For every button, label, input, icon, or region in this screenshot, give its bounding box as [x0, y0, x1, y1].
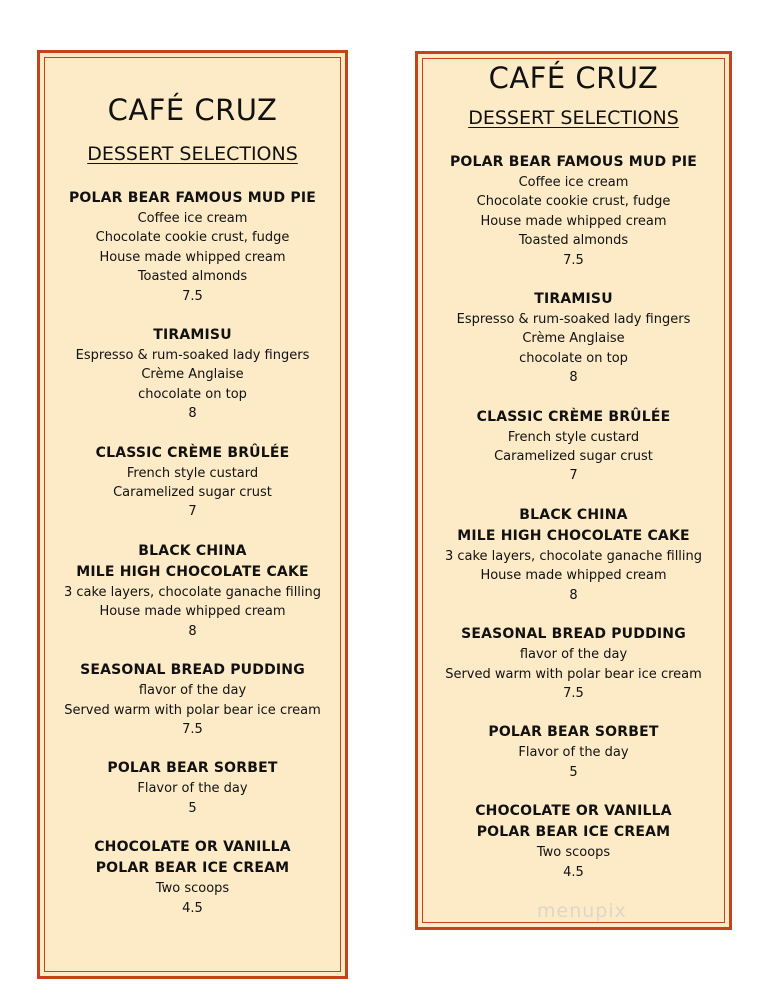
menu-item — [418, 801, 729, 882]
menu-item — [418, 407, 729, 486]
menu-item — [418, 505, 729, 605]
menu-item-description: House made whipped cream — [99, 604, 286, 620]
menu-item-name: POLAR BEAR FAMOUS MUD PIE — [449, 154, 698, 170]
menu-item-name: CLASSIC CRÈME BRÛLÉE — [476, 408, 671, 425]
menu-item-description: Served warm with polar bear ice cream — [445, 666, 702, 682]
menu-item — [418, 722, 729, 782]
menu-item-name: MILE HIGH CHOCOLATE CAKE — [457, 527, 690, 544]
menu-item-description: Flavor of the day — [137, 781, 248, 797]
menu-item-description: flavor of the day — [519, 647, 628, 663]
menu-item-price: 4.5 — [182, 900, 203, 916]
menu-item-description: House made whipped cream — [480, 213, 667, 229]
menu-item-name: POLAR BEAR SORBET — [488, 724, 659, 741]
menu-item-description: chocolate on top — [519, 350, 628, 366]
menu-item-description: Chocolate cookie crust, fudge — [95, 230, 290, 246]
menu-item-name: CLASSIC CRÈME BRÛLÉE — [95, 444, 290, 461]
menu-item — [40, 837, 345, 918]
menu-item-name: MILE HIGH CHOCOLATE CAKE — [76, 563, 309, 580]
menu-card-left — [37, 50, 348, 979]
menu-item-description: Caramelized sugar crust — [494, 449, 653, 465]
menu-item-price: 7.5 — [182, 721, 203, 737]
menu-item-name: BLACK CHINA — [519, 506, 628, 523]
menu-item — [40, 188, 345, 306]
menu-item-name: TIRAMISU — [153, 327, 232, 344]
menu-items-list — [40, 188, 345, 918]
menu-item-name: POLAR BEAR SORBET — [107, 760, 278, 777]
menu-item — [418, 624, 729, 703]
menu-item-price: 7 — [188, 504, 197, 520]
menu-subtitle: DESSERT SELECTIONS — [87, 143, 298, 165]
menu-item-price: 8 — [569, 587, 578, 603]
menu-items-list — [418, 152, 729, 882]
menu-card-right — [415, 51, 732, 930]
menu-item-name: TIRAMISU — [534, 291, 613, 308]
menu-item-name: SEASONAL BREAD PUDDING — [461, 626, 686, 643]
menu-item — [418, 152, 729, 270]
menu-item — [40, 541, 345, 641]
menu-item-description: Two scoops — [155, 881, 230, 897]
menu-item-description: Coffee ice cream — [518, 175, 629, 190]
menu-item-price: 5 — [188, 800, 197, 816]
menu-item — [418, 289, 729, 388]
menu-item-description: House made whipped cream — [480, 568, 667, 584]
menu-item-description: Caramelized sugar crust — [113, 485, 272, 501]
menu-item-price: 4.5 — [563, 864, 584, 880]
menu-item-description: 3 cake layers, chocolate ganache filling — [444, 548, 703, 564]
menu-item-description: Two scoops — [536, 845, 611, 861]
menu-item — [40, 325, 345, 424]
menu-item-name: POLAR BEAR ICE CREAM — [95, 860, 290, 877]
menu-subtitle: DESSERT SELECTIONS — [468, 107, 679, 129]
menu-item-price: 7 — [569, 468, 578, 484]
menu-item-price: 8 — [569, 370, 578, 386]
menu-item-price: 7.5 — [563, 685, 584, 701]
menu-item-description: Flavor of the day — [518, 745, 629, 761]
menu-item-description: Crème Anglaise — [522, 331, 625, 347]
menu-title: CAFÉ CRUZ — [488, 61, 659, 95]
menu-item-price: 8 — [188, 623, 197, 639]
menu-item-description: Coffee ice cream — [137, 211, 248, 226]
menu-item-name: SEASONAL BREAD PUDDING — [80, 662, 305, 679]
menu-item-price: 7.5 — [182, 288, 203, 304]
menu-item-description: House made whipped cream — [99, 249, 286, 265]
menu-item-description: French style custard — [126, 465, 259, 481]
menu-item-description: flavor of the day — [138, 683, 247, 699]
menu-item-name: CHOCOLATE OR VANILLA — [475, 803, 672, 820]
menu-item-description: 3 cake layers, chocolate ganache filling — [63, 584, 322, 600]
menu-item-price: 5 — [569, 764, 578, 780]
menu-item — [40, 443, 345, 522]
menu-item — [40, 660, 345, 739]
menu-item-description: Served warm with polar bear ice cream — [64, 702, 321, 718]
menu-item-description: French style custard — [507, 429, 640, 445]
menu-item-description: Crème Anglaise — [141, 367, 244, 383]
menu-item-name: BLACK CHINA — [138, 542, 247, 559]
menu-item — [40, 758, 345, 818]
menu-item-description: Chocolate cookie crust, fudge — [476, 194, 671, 210]
menu-item-description: Toasted almonds — [518, 233, 629, 249]
menu-item-description: Espresso & rum-soaked lady fingers — [75, 348, 310, 364]
menu-item-description: Espresso & rum-soaked lady fingers — [456, 312, 691, 328]
menu-item-name: POLAR BEAR FAMOUS MUD PIE — [68, 190, 317, 206]
menu-item-description: Toasted almonds — [137, 269, 248, 285]
watermark: menupix — [537, 900, 627, 922]
menu-title: CAFÉ CRUZ — [107, 93, 278, 127]
menu-item-price: 8 — [188, 406, 197, 422]
menu-item-description: chocolate on top — [138, 386, 247, 402]
menu-item-price: 7.5 — [563, 252, 584, 268]
menu-item-name: POLAR BEAR ICE CREAM — [476, 824, 671, 841]
menu-item-name: CHOCOLATE OR VANILLA — [94, 839, 291, 856]
